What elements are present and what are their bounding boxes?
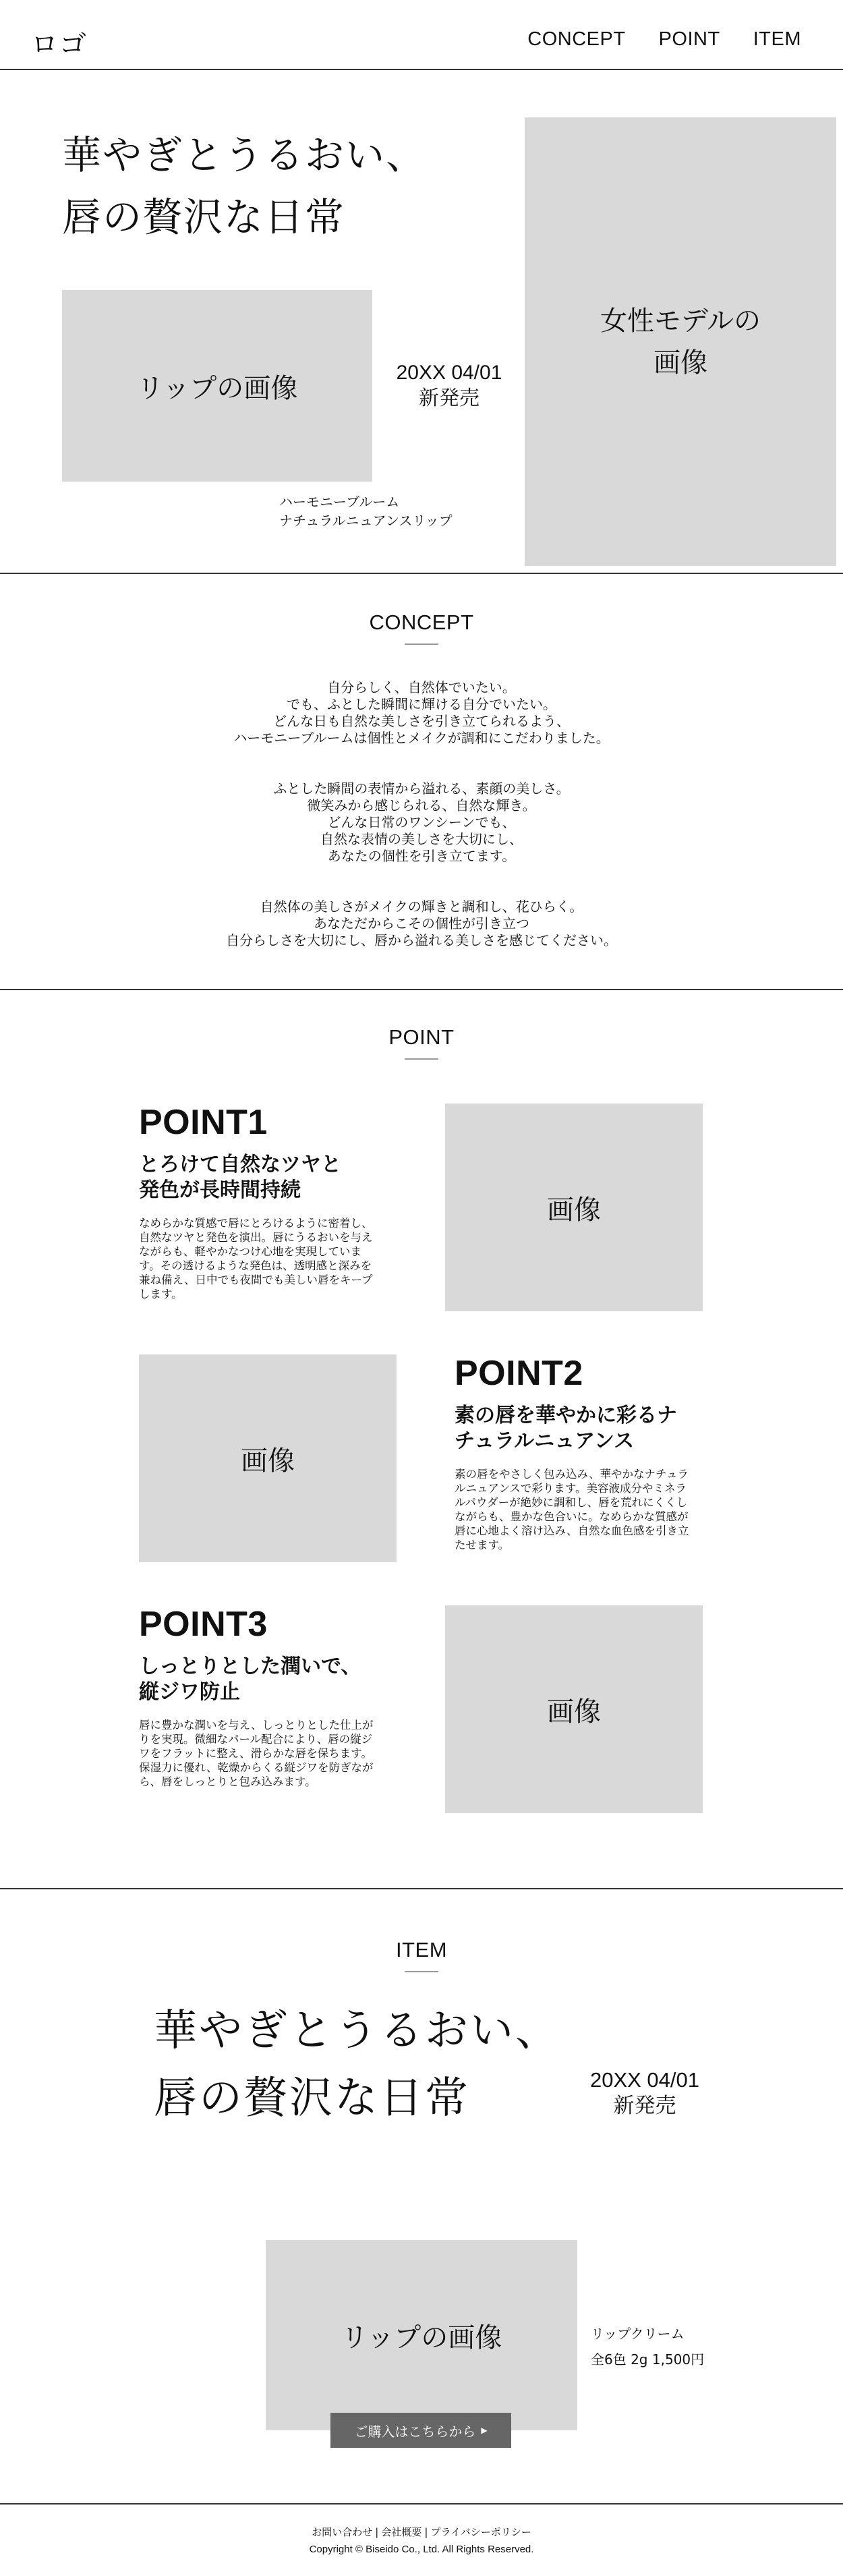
point2-heading: POINT2: [455, 1354, 583, 1393]
footer-link-company[interactable]: 会社概要: [381, 2526, 422, 2538]
point1-image: 画像: [445, 1104, 703, 1311]
footer-separator: |: [375, 2526, 379, 2538]
nav-point[interactable]: POINT: [658, 28, 720, 50]
point3-body: 唇に豊かな潤いを与え、しっとりとした仕上が りを実現。微細なパール配合により、唇の縦ジ ワをフラットに整え、滑らかな唇を保ちます。 保湿力に優れ、乾燥からくる縦ジワを防ぎなが ら、唇をしっとりと包み込みます。: [139, 1719, 374, 1788]
item-product-info: [591, 2321, 704, 2372]
concept-section: [0, 574, 843, 990]
item-product-name: リップクリーム: [591, 2326, 685, 2342]
point3-subtitle: しっとりとした潤いで、 縦ジワ防止: [139, 1655, 361, 1704]
point1-heading: POINT1: [139, 1103, 268, 1142]
nav-item[interactable]: ITEM: [753, 28, 801, 50]
hero-section: [0, 70, 843, 574]
point3-heading: POINT3: [139, 1605, 268, 1644]
point2-image: 画像: [139, 1354, 397, 1562]
point2-body: 素の唇をやさしく包み込み、華やかなナチュラ ルニュアンスで彩ります。美容液成分やミネラ ルパウダーが絶妙に調和し、唇を荒れにくくし ながらも、豊かな色合いに。なめらかな質感が 唇に心地よく溶け込み、自然な血色感を引き立 たせます。: [455, 1468, 689, 1551]
point3-image: 画像: [445, 1605, 703, 1813]
footer-links: [0, 2525, 843, 2539]
hero-product-name: [279, 492, 453, 530]
concept-heading: CONCEPT: [369, 610, 474, 634]
hero-brand-name: ハーモニーブルーム: [279, 494, 400, 510]
hero-lip-image: リップの画像: [62, 290, 372, 482]
item-section: [0, 1889, 843, 2505]
concept-paragraph-2: ふとした瞬間の表情から溢れる、素顔の美しさ。 微笑みから感じられる、自然な輝き。 どんな日常のワンシーンでも、 自然な表情の美しさを大切にし、 あなたの個性を引き立てます。: [273, 780, 570, 864]
hero-product-line: ナチュラルニュアンスリップ: [279, 513, 453, 529]
point1-body: なめらかな質感で唇にとろけるように密着し、 自然なツヤと発色を演出。唇にうるおいを与え ながらも、軽やかなつけ心地を実現していま す。その透けるような発色は、透明感と深みを 兼ね備え、日中でも夜間でも美しい唇をキープ します。: [139, 1217, 373, 1300]
item-heading-rule: [405, 1971, 438, 1972]
footer-link-privacy[interactable]: プライバシーポリシー: [430, 2526, 531, 2538]
hero-model-image: 女性モデルの 画像: [525, 117, 836, 566]
item-release-date: 20XX 04/01: [589, 2068, 700, 2092]
item-product-spec: 全6色 2g 1,500円: [591, 2351, 705, 2368]
item-heading: ITEM: [395, 1938, 448, 1962]
buy-button-label: ご購入はこちらから: [354, 2424, 476, 2440]
concept-paragraph-1: 自分らしく、自然体でいたい。 でも、ふとした瞬間に輝ける自分でいたい。 どんな日も自然な美しさを引き立てられるよう、 ハーモニーブルームは個性とメイクが調和にこだわりました。: [233, 679, 610, 746]
hero-release-info: [390, 360, 508, 411]
nav-concept[interactable]: CONCEPT: [527, 28, 626, 50]
hero-release-date: 20XX 04/01: [396, 362, 502, 384]
site-footer: [0, 2505, 843, 2576]
point2-subtitle: 素の唇を華やかに彩るナ チュラルニュアンス: [455, 1404, 677, 1453]
point-section: [0, 990, 843, 1889]
caret-right-icon: ▶: [481, 2426, 488, 2435]
footer-link-contact[interactable]: お問い合わせ: [312, 2526, 373, 2538]
buy-button[interactable]: [330, 2413, 511, 2448]
hero-release-label: 新発売: [419, 387, 479, 410]
point1-subtitle: とろけて自然なツヤと 発色が長時間持続: [139, 1153, 341, 1202]
global-nav: [527, 28, 801, 51]
point-heading-rule: [405, 1058, 438, 1060]
item-lip-image: リップの画像: [266, 2240, 577, 2430]
site-logo[interactable]: ロゴ: [31, 29, 88, 60]
item-release-info: [572, 2067, 718, 2119]
copyright: Copyright © Biseido Co., Ltd. All Rights Reserved.: [309, 2544, 534, 2555]
item-release-label: 新発売: [613, 2094, 676, 2118]
point-heading: POINT: [388, 1025, 455, 1049]
concept-heading-rule: [405, 643, 438, 645]
footer-separator: |: [424, 2526, 428, 2538]
concept-paragraph-3: 自然体の美しさがメイクの輝きと調和し、花ひらく。 あなただからこその個性が引き立つ 自分らしさを大切にし、唇から溢れる美しさを感じてください。: [226, 898, 617, 948]
item-headline: 華やぎとうるおい、 唇の贅沢な日常: [154, 2006, 560, 2123]
site-header: [0, 0, 843, 70]
hero-title: 華やぎとうるおい、 唇の贅沢な日常: [62, 132, 427, 240]
